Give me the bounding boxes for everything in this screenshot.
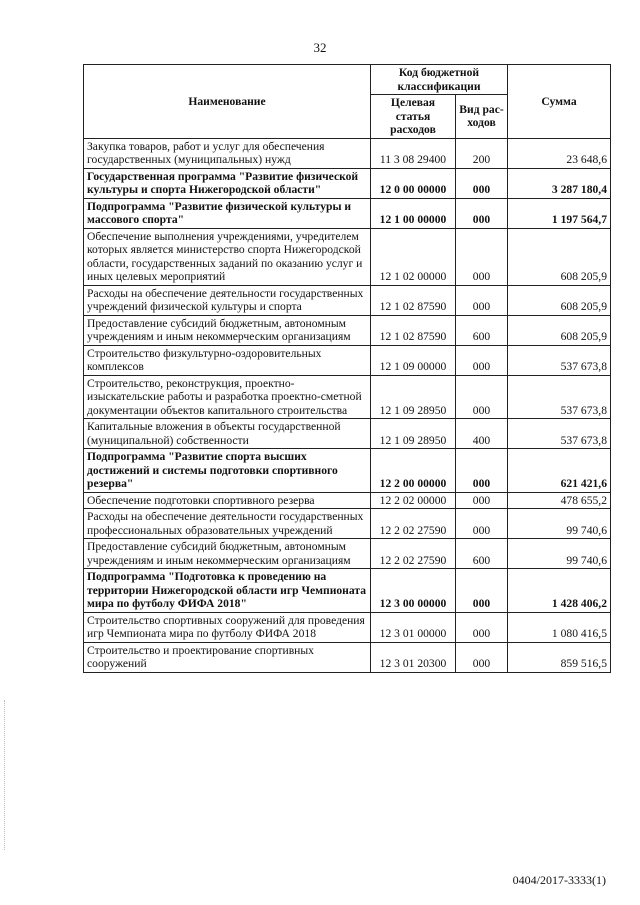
row-sum-cell: 608 205,9 — [508, 315, 611, 345]
table-row — [84, 138, 611, 168]
row-name-cell: Предоставление субсидий бюджетным, автономным учреждениям и иным некоммерческим организациям — [84, 539, 371, 569]
row-target-article-cell: 12 3 01 00000 — [371, 612, 456, 642]
row-sum-cell: 478 655,2 — [508, 492, 611, 509]
row-sum-cell: 608 205,9 — [508, 228, 611, 285]
table-row — [84, 539, 611, 569]
row-name-cell: Закупка товаров, работ и услуг для обеспечения государственных (муниципальных) нужд — [84, 138, 371, 168]
row-sum-cell: 608 205,9 — [508, 285, 611, 315]
row-expense-kind-cell: 000 — [456, 509, 508, 539]
row-sum-cell: 537 673,8 — [508, 419, 611, 449]
row-target-article-cell: 12 2 02 27590 — [371, 509, 456, 539]
row-name-cell: Расходы на обеспечение деятельности государственных профессиональных образовательных учреждений — [84, 509, 371, 539]
row-target-article-cell: 12 1 02 00000 — [371, 228, 456, 285]
table-header — [84, 65, 611, 139]
row-expense-kind-cell: 000 — [456, 492, 508, 509]
row-target-article-cell: 12 2 02 27590 — [371, 539, 456, 569]
table-row — [84, 612, 611, 642]
row-expense-kind-cell: 000 — [456, 449, 508, 493]
header-target-article: Целевая статья расходов — [371, 95, 456, 139]
row-name-cell: Подпрограмма "Подготовка к проведению на территории Нижегородской области игр Чемпионата мира по футболу ФИФА 2018" — [84, 569, 371, 613]
row-name-cell: Обеспечение выполнения учреждениями, учредителем которых является министерство спорта Нижегородской области, государственных заданий по оказанию услуг и иных целевых мероприятий — [84, 228, 371, 285]
row-name-cell: Государственная программа "Развитие физической культуры и спорта Нижегородской области" — [84, 168, 371, 198]
table-row — [84, 198, 611, 228]
table-body — [84, 138, 611, 672]
row-sum-cell: 1 428 406,2 — [508, 569, 611, 613]
row-target-article-cell: 12 3 01 20300 — [371, 642, 456, 672]
page-number: 32 — [313, 40, 327, 55]
row-expense-kind-cell: 000 — [456, 375, 508, 419]
row-expense-kind-cell: 000 — [456, 642, 508, 672]
row-target-article-cell: 12 3 00 00000 — [371, 569, 456, 613]
row-sum-cell: 859 516,5 — [508, 642, 611, 672]
row-target-article-cell: 12 1 02 87590 — [371, 285, 456, 315]
row-expense-kind-cell: 000 — [456, 285, 508, 315]
document-code: 0404/2017-3333(1) — [512, 873, 606, 887]
table-row — [84, 419, 611, 449]
row-sum-cell: 3 287 180,4 — [508, 168, 611, 198]
table-row — [84, 228, 611, 285]
row-expense-kind-cell: 000 — [456, 612, 508, 642]
header-code-group: Код бюджетной классификации — [371, 65, 508, 95]
row-expense-kind-cell: 000 — [456, 569, 508, 613]
row-target-article-cell: 11 3 08 29400 — [371, 138, 456, 168]
table-row — [84, 449, 611, 493]
row-name-cell: Подпрограмма "Развитие физической культуры и массового спорта" — [84, 198, 371, 228]
row-target-article-cell: 12 2 00 00000 — [371, 449, 456, 493]
table-row — [84, 509, 611, 539]
header-name: Наименование — [84, 65, 371, 139]
row-name-cell: Предоставление субсидий бюджетным, автономным учреждениям и иным некоммерческим организациям — [84, 315, 371, 345]
row-name-cell: Строительство и проектирование спортивных сооружений — [84, 642, 371, 672]
row-expense-kind-cell: 600 — [456, 539, 508, 569]
table-row — [84, 285, 611, 315]
table-row — [84, 345, 611, 375]
header-expense-kind: Вид рас-ходов — [456, 95, 508, 139]
row-target-article-cell: 12 2 02 00000 — [371, 492, 456, 509]
row-sum-cell: 23 648,6 — [508, 138, 611, 168]
row-target-article-cell: 12 1 00 00000 — [371, 198, 456, 228]
row-target-article-cell: 12 1 09 00000 — [371, 345, 456, 375]
row-target-article-cell: 12 0 00 00000 — [371, 168, 456, 198]
row-expense-kind-cell: 200 — [456, 138, 508, 168]
row-expense-kind-cell: 000 — [456, 198, 508, 228]
row-sum-cell: 99 740,6 — [508, 509, 611, 539]
row-target-article-cell: 12 1 09 28950 — [371, 375, 456, 419]
table-row — [84, 642, 611, 672]
row-name-cell: Расходы на обеспечение деятельности государственных учреждений физической культуры и спорта — [84, 285, 371, 315]
row-sum-cell: 1 197 564,7 — [508, 198, 611, 228]
row-name-cell: Строительство, реконструкция, проектно-изыскательские работы и разработка проектно-сметной документации объектов капитального строительства — [84, 375, 371, 419]
row-expense-kind-cell: 400 — [456, 419, 508, 449]
table-row — [84, 375, 611, 419]
row-target-article-cell: 12 1 09 28950 — [371, 419, 456, 449]
row-sum-cell: 537 673,8 — [508, 375, 611, 419]
row-sum-cell: 621 421,6 — [508, 449, 611, 493]
table-row — [84, 492, 611, 509]
row-name-cell: Строительство спортивных сооружений для проведения игр Чемпионата мира по футболу ФИФА 2018 — [84, 612, 371, 642]
row-name-cell: Строительство физкультурно-оздоровительных комплексов — [84, 345, 371, 375]
row-sum-cell: 1 080 416,5 — [508, 612, 611, 642]
row-expense-kind-cell: 000 — [456, 168, 508, 198]
budget-table — [83, 64, 611, 673]
scan-edge-marks — [4, 700, 7, 850]
row-name-cell: Капитальные вложения в объекты государственной (муниципальной) собственности — [84, 419, 371, 449]
table-row — [84, 168, 611, 198]
header-sum: Сумма — [508, 65, 611, 139]
table-row — [84, 569, 611, 613]
table-row — [84, 315, 611, 345]
row-name-cell: Подпрограмма "Развитие спорта высших достижений и системы подготовки спортивного резерва" — [84, 449, 371, 493]
row-name-cell: Обеспечение подготовки спортивного резерва — [84, 492, 371, 509]
row-expense-kind-cell: 000 — [456, 228, 508, 285]
row-expense-kind-cell: 600 — [456, 315, 508, 345]
row-sum-cell: 99 740,6 — [508, 539, 611, 569]
row-sum-cell: 537 673,8 — [508, 345, 611, 375]
row-target-article-cell: 12 1 02 87590 — [371, 315, 456, 345]
row-expense-kind-cell: 000 — [456, 345, 508, 375]
